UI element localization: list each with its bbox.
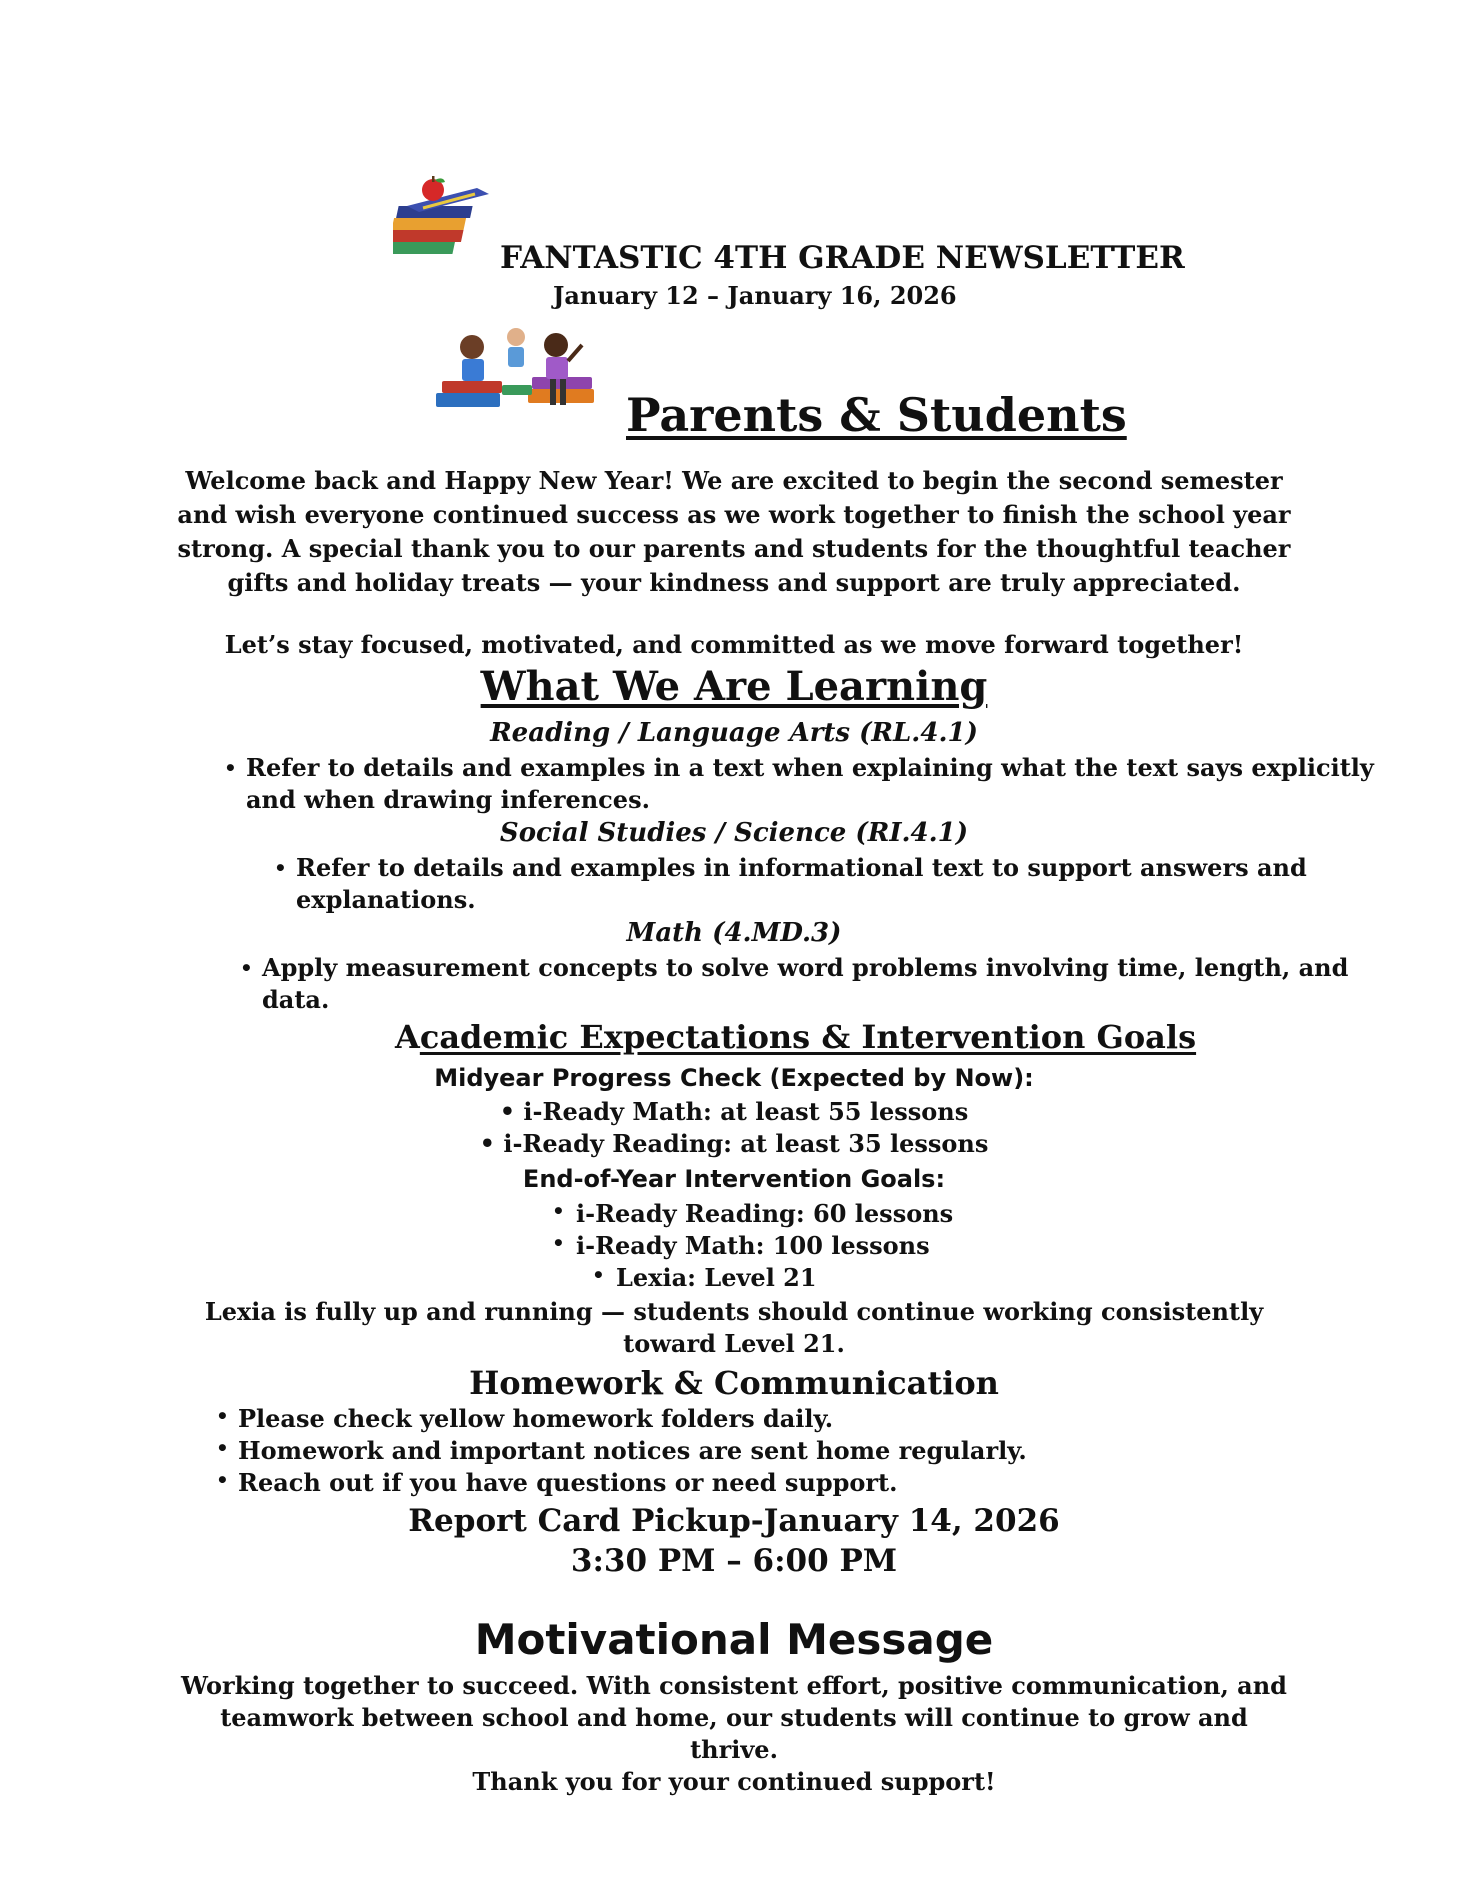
welcome-line: Welcome back and Happy New Year! We are excited to begin the second semester bbox=[185, 466, 1283, 495]
newsletter-dates: January 12 – January 16, 2026 bbox=[553, 281, 957, 310]
bullet-line: and when drawing inferences. bbox=[246, 785, 650, 814]
eoy-item-text: i-Ready Math: 100 lessons bbox=[576, 1231, 930, 1260]
welcome-line: and wish everyone continued success as we work together to finish the school year bbox=[177, 500, 1291, 529]
homework-item bbox=[216, 1436, 1027, 1465]
eoy-item-text: Lexia: Level 21 bbox=[616, 1263, 817, 1292]
closing-line: teamwork between school and home, our students will continue to grow and bbox=[220, 1703, 1248, 1732]
homework-heading: Homework & Communication bbox=[469, 1364, 999, 1402]
social-subject: Social Studies / Science (RI.4.1) bbox=[499, 818, 969, 848]
academic-heading-rest: cademic Expectations & Intervention Goals bbox=[419, 1018, 1197, 1056]
report-card-time: 3:30 PM – 6:00 PM bbox=[570, 1543, 898, 1579]
midyear-item: • i-Ready Math: at least 55 lessons bbox=[499, 1097, 969, 1126]
academic-heading bbox=[395, 1018, 1196, 1056]
lexia-note bbox=[0, 1296, 1468, 1360]
math-subject: Math (4.MD.3) bbox=[626, 918, 842, 948]
midyear-item: • i-Ready Reading: at least 35 lessons bbox=[479, 1129, 989, 1158]
homework-item-text: Please check yellow homework folders daily. bbox=[238, 1404, 834, 1433]
reading-subject: Reading / Language Arts (RL.4.1) bbox=[490, 718, 978, 748]
social-bullet bbox=[274, 852, 1307, 916]
report-card-title: Report Card Pickup-January 14, 2026 bbox=[408, 1503, 1060, 1539]
reading-bullet bbox=[224, 752, 1374, 816]
books-apple-icon bbox=[393, 176, 493, 272]
bullet-icon: • bbox=[552, 1231, 565, 1255]
eoy-item bbox=[552, 1199, 954, 1228]
welcome-paragraph bbox=[0, 464, 1468, 600]
lexia-note-line: Lexia is fully up and running — students should continue working consistently bbox=[204, 1297, 1264, 1326]
bullet-icon: • bbox=[224, 756, 237, 780]
midyear-heading: Midyear Progress Check (Expected by Now): bbox=[434, 1064, 1034, 1092]
bullet-icon: • bbox=[216, 1404, 229, 1428]
homework-item bbox=[216, 1468, 898, 1497]
welcome-line: gifts and holiday treats — your kindness and support are truly appreciated. bbox=[227, 568, 1241, 597]
closing-line: thrive. bbox=[690, 1735, 778, 1764]
homework-item-text: Homework and important notices are sent home regularly. bbox=[238, 1436, 1027, 1465]
welcome-line: strong. A special thank you to our parents and students for the thoughtful teacher bbox=[177, 534, 1291, 563]
bullet-icon: • bbox=[592, 1263, 605, 1287]
bullet-icon: • bbox=[240, 956, 253, 980]
math-bullet bbox=[240, 952, 1349, 1016]
motivational-heading: Motivational Message bbox=[474, 1615, 994, 1664]
eoy-heading: End-of-Year Intervention Goals: bbox=[522, 1165, 946, 1193]
eoy-item bbox=[592, 1263, 817, 1292]
parents-students-heading: Parents & Students bbox=[626, 388, 1127, 442]
academic-heading-first-letter: A bbox=[395, 1018, 420, 1056]
newsletter-title: FANTASTIC 4TH GRADE NEWSLETTER bbox=[500, 240, 1185, 276]
eoy-item bbox=[552, 1231, 930, 1260]
bullet-line: Refer to details and examples in informational text to support answers and bbox=[296, 853, 1307, 882]
closing-paragraph bbox=[0, 1670, 1468, 1798]
bullet-icon: • bbox=[216, 1436, 229, 1460]
bullet-icon: • bbox=[274, 856, 287, 880]
kids-on-books-icon bbox=[432, 325, 602, 425]
homework-item bbox=[216, 1404, 834, 1433]
bullet-icon: • bbox=[552, 1199, 565, 1223]
learning-heading: What We Are Learning bbox=[480, 663, 988, 710]
motivation-line: Let’s stay focused, motivated, and committed as we move forward together! bbox=[224, 630, 1244, 659]
bullet-line: explanations. bbox=[296, 885, 476, 914]
eoy-item-text: i-Ready Reading: 60 lessons bbox=[576, 1199, 954, 1228]
bullet-line: Apply measurement concepts to solve word problems involving time, length, and bbox=[262, 953, 1349, 982]
closing-line: Thank you for your continued support! bbox=[472, 1767, 996, 1796]
homework-item-text: Reach out if you have questions or need support. bbox=[238, 1468, 898, 1497]
bullet-icon: • bbox=[216, 1468, 229, 1492]
lexia-note-line: toward Level 21. bbox=[623, 1329, 845, 1358]
closing-line: Working together to succeed. With consistent effort, positive communication, and bbox=[181, 1671, 1287, 1700]
bullet-line: Refer to details and examples in a text when explaining what the text says explicitly bbox=[246, 753, 1374, 782]
bullet-line: data. bbox=[262, 985, 330, 1014]
